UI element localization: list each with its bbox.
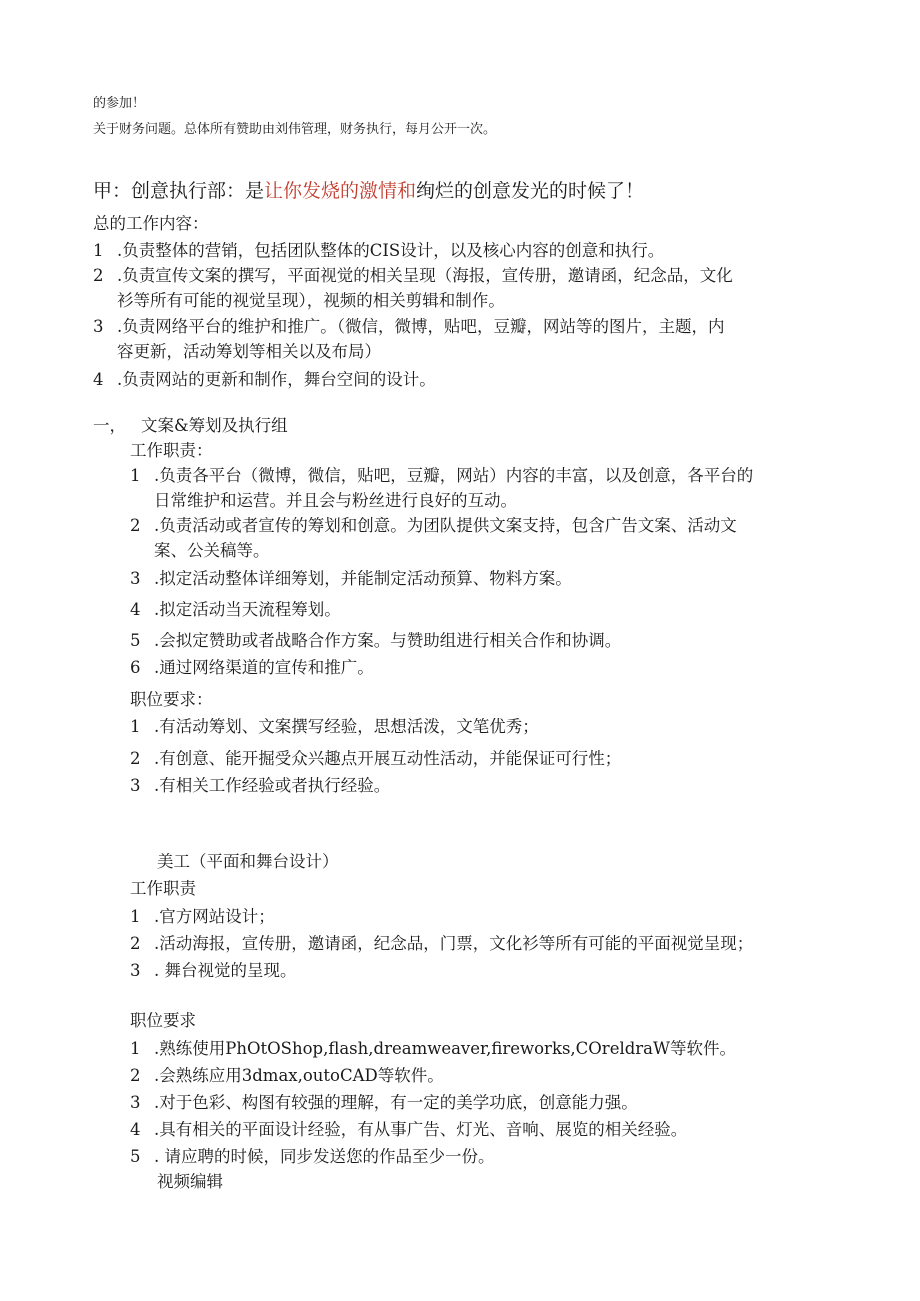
group-title-design: 美工（平面和舞台设计） (157, 852, 339, 871)
list-item: 1 .熟练使用PhOtOShop,flash,dreamweaver,fireworks,COreldraW等软件。 (130, 1039, 736, 1058)
list-item: 1 .负责整体的营销，包括团队整体的CIS设计，以及核心内容的创意和执行。 (93, 241, 665, 260)
list-item: 4 .具有相关的平面设计经验，有从事广告、灯光、音响、展览的相关经验。 (130, 1120, 688, 1139)
department-title (93, 176, 644, 203)
requirements-heading: 职位要求 (130, 1011, 196, 1030)
list-item: 2 .有创意、能开掘受众兴趣点开展互动性活动，并能保证可行性； (130, 749, 622, 768)
list-item-continuation: 日常维护和运营。并且会与粉丝进行良好的互动。 (154, 491, 517, 510)
list-item: 3 . 舞台视觉的呈现。 (130, 961, 297, 980)
list-item: 4 .拟定活动当天流程筹划。 (130, 600, 341, 619)
department-title-suffix: 绚烂的创意发光的时候了！ (416, 180, 645, 202)
requirements-heading: 职位要求： (130, 690, 213, 709)
list-item: 1 .有活动筹划、文案撰写经验，思想活泼，文笔优秀； (130, 717, 539, 736)
intro-line-2: 关于财务问题。总体所有赞助由刘伟管理，财务执行，每月公开一次。 (93, 122, 497, 137)
list-item: 5 . 请应聘的时候，同步发送您的作品至少一份。 (130, 1147, 495, 1166)
list-item: 3 .拟定活动整体详细筹划，并能制定活动预算、物料方案。 (130, 569, 572, 588)
list-item: 3 .负责网络平台的维护和推广。（微信，微博，贴吧，豆瓣，网站等的图片，主题，内 (93, 317, 725, 336)
list-item: 3 .对于色彩、构图有较强的理解，有一定的美学功底，创意能力强。 (130, 1093, 638, 1112)
duties-heading: 工作职责： (130, 441, 213, 460)
group-title-copywriting: 一， 文案&筹划及执行组 (93, 416, 288, 435)
list-item: 6 .通过网络渠道的宣传和推广。 (130, 658, 374, 677)
group-title-video: 视频编辑 (157, 1172, 223, 1191)
list-item: 2 .负责活动或者宣传的筹划和创意。为团队提供文案支持，包含广告文案、活动文 (130, 516, 737, 535)
list-item: 3 .有相关工作经验或者执行经验。 (130, 776, 391, 795)
list-item: 5 .会拟定赞助或者战略合作方案。与赞助组进行相关合作和协调。 (130, 631, 622, 650)
list-item: 2 .会熟练应用3dmax,outoCAD等软件。 (130, 1066, 444, 1085)
list-item: 2 .负责宣传文案的撰写，平面视觉的相关呈现（海报，宣传册，邀请函，纪念品，文化 (93, 266, 733, 285)
list-item: 4 .负责网站的更新和制作，舞台空间的设计。 (93, 370, 436, 389)
duties-heading: 工作职责 (130, 879, 196, 898)
list-item-continuation: 衫等所有可能的视觉呈现），视频的相关剪辑和制作。 (117, 291, 505, 310)
department-title-prefix: 甲：创意执行部：是 (93, 180, 265, 202)
list-item: 1 .官方网站设计； (130, 907, 275, 926)
intro-line-1: 的参加！ (93, 96, 146, 111)
work-content-heading: 总的工作内容： (93, 214, 209, 233)
list-item-continuation: 案、公关稿等。 (154, 541, 270, 560)
department-title-highlight: 让你发烧的激情和 (264, 180, 417, 202)
list-item: 2 .活动海报，宣传册，邀请函，纪念品，门票，文化衫等所有可能的平面视觉呈现； (130, 934, 754, 953)
list-item-continuation: 容更新，活动筹划等相关以及布局） (117, 342, 381, 361)
list-item: 1 .负责各平台（微博，微信，贴吧，豆瓣，网站）内容的丰富，以及创意，各平台的 (130, 466, 754, 485)
